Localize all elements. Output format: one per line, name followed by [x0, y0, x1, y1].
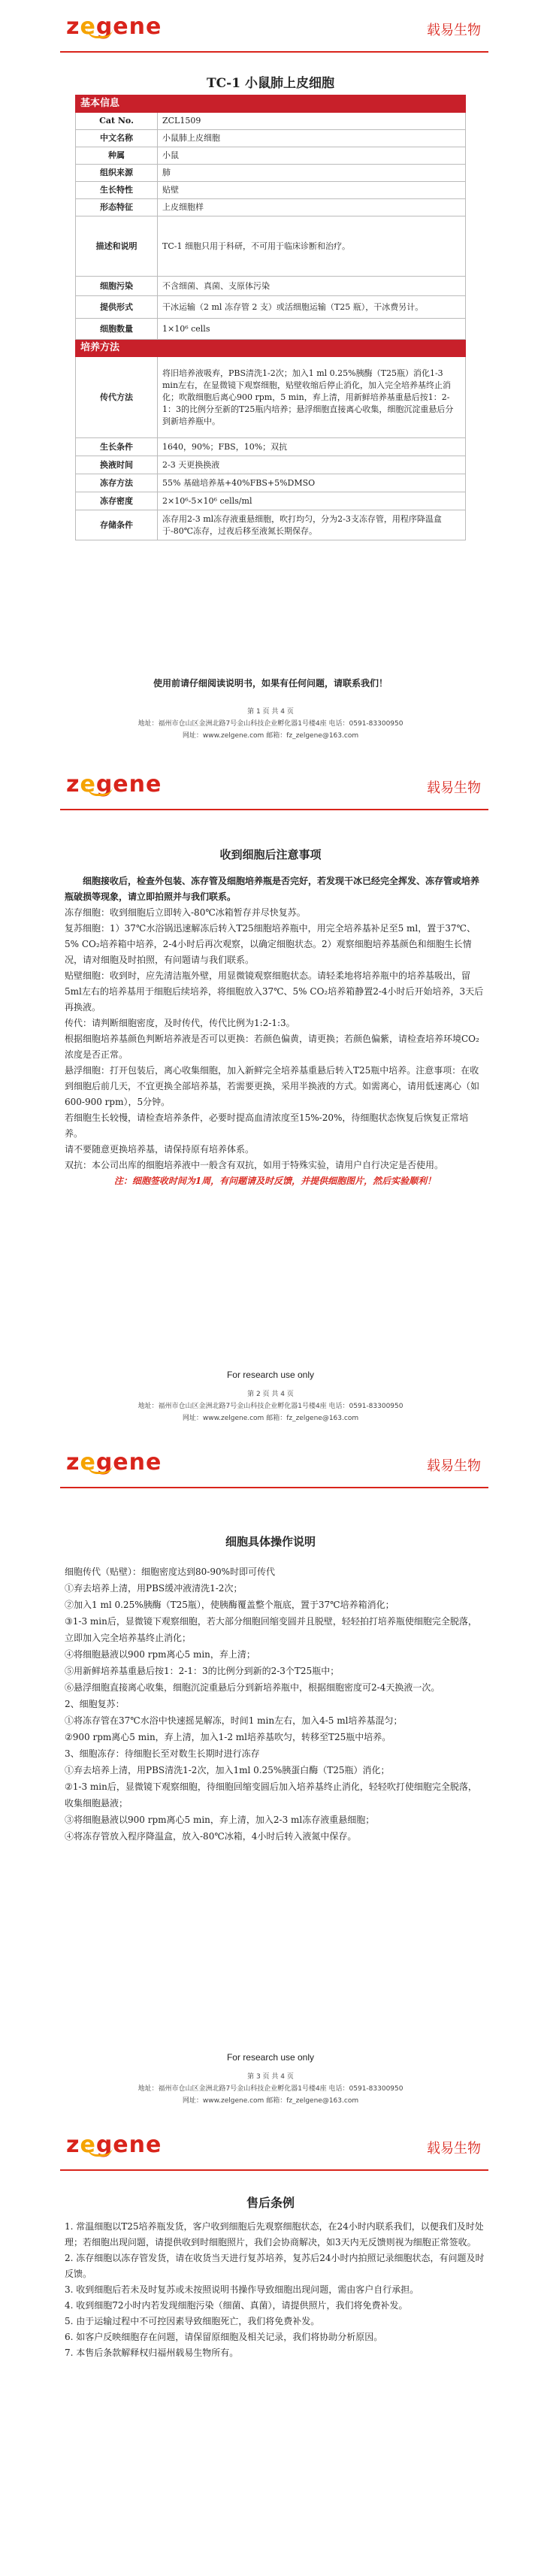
- page2-body: [65, 873, 485, 1189]
- policy-line: 2. 冻存细胞以冻存管发货，请在收货当天进行复苏培养，复苏后24小时内拍照记录细胞状态，有问题及时反馈。: [65, 2253, 485, 2279]
- op-line: ③1-3 min后，显微镜下观察细胞，若大部分细胞回缩变圆并且脱壁，轻轻拍打培养瓶使细胞完全脱落，立即加入完全培养基终止消化；: [65, 1616, 477, 1643]
- page2-header: [0, 758, 541, 810]
- policy-line: 5. 由于运输过程中不可控因素导致细胞死亡，我们将免费补发。: [65, 2316, 320, 2326]
- page2-number: 第 2 页 共 4 页: [247, 1391, 294, 1398]
- warning-line: 注：细胞签收时间为1周，有问题请及时反馈，并提供细胞图片，然后实验顺利！: [113, 1176, 437, 1186]
- intro-paragraph: 细胞接收后，检查外包装、冻存管及细胞培养瓶是否完好，若发现干冰已经完全挥发、冻存管或培养瓶破损等现象，请立即拍照并与我们联系。: [65, 876, 480, 902]
- research-use-label: For research use only: [226, 1370, 315, 1380]
- note-item: 若细胞生长较慢，请检查培养条件，必要时提高血清浓度至15%-20%，待细胞状态恢复后恢复正常培养。: [65, 1112, 469, 1139]
- page2-title: 收到细胞后注意事项: [219, 848, 322, 861]
- brand-name: 载易生物: [427, 780, 481, 796]
- op-line: ④将冻存管放入程序降温盒，放入-80℃冰箱，4小时后转入液氮中保存。: [65, 1831, 357, 1842]
- op-line: 3、细胞冻存：待细胞长至对数生长期时进行冻存: [65, 1748, 260, 1759]
- note-item: 冻存细胞：收到细胞后立即转入-80℃冰箱暂存并尽快复苏。: [65, 907, 306, 918]
- page-title: TC-1 小鼠肺上皮细胞: [207, 76, 334, 91]
- header-divider: [60, 2169, 488, 2171]
- brand-name: 载易生物: [427, 23, 481, 38]
- page3-body: [65, 1563, 485, 1845]
- op-line: ⑤用新鲜培养基重悬后按1：2-1：3的比例分到新的2-3个T25瓶中；: [65, 1666, 340, 1676]
- section-culture: 培养方法: [76, 340, 466, 357]
- policy-line: 6. 如客户反映细胞存在问题，请保留原细胞及相关记录，我们将协助分析原因。: [65, 2332, 383, 2342]
- zelgene-logo: zegene: [66, 1449, 162, 1476]
- page3-header: [0, 1436, 541, 1488]
- page2-address: 地址：福州市仓山区金洲北路7号金山科技企业孵化器1号楼4座 电话：0591-83300950: [138, 1403, 403, 1410]
- op-line: ②900 rpm离心5 min，弃上清，加入1-2 ml培养基吹匀，转移至T25瓶中培养。: [65, 1732, 391, 1742]
- op-line: ②加入1 ml 0.25%胰酶（T25瓶），使胰酶覆盖整个瓶底，置于37℃培养箱消化；: [65, 1600, 394, 1610]
- op-line: ④将细胞悬液以900 rpm离心5 min，弃上清；: [65, 1649, 255, 1660]
- zelgene-logo: zegene: [66, 771, 162, 798]
- op-line: 2、细胞复苏：: [65, 1699, 125, 1709]
- page4-title: 售后条例: [246, 2196, 295, 2210]
- research-use-label: For research use only: [226, 2052, 315, 2063]
- notice-text: 使用前请仔细阅读说明书，如果有任何问题，请联系我们！: [153, 678, 388, 689]
- op-line: ②1-3 min后，显微镜下观察细胞，待细胞回缩变圆后加入培养基终止消化，轻轻吹打使细胞完全脱落，收集细胞悬液；: [65, 1781, 477, 1809]
- policy-line: 4. 收到细胞72小时内若发现细胞污染（细菌、真菌），请提供照片，我们将免费补发。: [65, 2300, 408, 2311]
- page1-web: 网址：www.zelgene.com 邮箱：fz_zelgene@163.com: [182, 732, 359, 740]
- page3-address: 地址：福州市仓山区金洲北路7号金山科技企业孵化器1号楼4座 电话：0591-83300950: [138, 2085, 403, 2093]
- op-line: ①将冻存管在37℃水浴中快速摇晃解冻，时间1 min左右，加入4-5 ml培养基混匀；: [65, 1715, 403, 1726]
- page1-number: 第 1 页 共 4 页: [247, 708, 294, 716]
- policy-line: 3. 收到细胞后若未及时复苏或未按照说明书操作导致细胞出现问题，需由客户自行承担。: [65, 2284, 419, 2295]
- header-divider: [60, 51, 488, 53]
- note-item: 传代：请判断细胞密度，及时传代，传代比例为1:2-1:3。: [65, 1018, 295, 1028]
- op-line: ①弃去培养上清，用PBS缓冲液清洗1-2次；: [65, 1583, 243, 1594]
- op-line: 细胞传代（贴壁）：细胞密度达到80-90%时即可传代: [65, 1566, 275, 1577]
- policy-line: 1. 常温细胞以T25培养瓶发货，客户收到细胞后先观察细胞状态，在24小时内联系我们，以便我们及时处理；若细胞出现问题，请提供收到时细胞照片，我们会协商解决，如3天内无反馈则视为细胞正常签收。: [65, 2221, 484, 2248]
- note-item: 贴壁细胞：收到时，应先清洁瓶外壁，用显微镜观察细胞状态。请轻柔地将培养瓶中的培养基吸出，留5ml左右的培养基用于细胞后续培养，将细胞放入37℃、5% CO₂培养箱静置2-4小时后开始培养，3天后再换液。: [65, 970, 484, 1013]
- note-item: 根据细胞培养基颜色判断培养液是否可以更换：若颜色偏黄，请更换；若颜色偏紫，请检查培养环境CO₂浓度是否正常。: [65, 1034, 479, 1060]
- op-line: ①弃去培养上清，用PBS清洗1-2次，加入1ml 0.25%胰蛋白酶（T25瓶）消化；: [65, 1765, 390, 1775]
- page1-header: [0, 0, 541, 53]
- page2-web: 网址：www.zelgene.com 邮箱：fz_zelgene@163.com: [182, 1415, 359, 1422]
- zelgene-logo: zegene: [66, 2132, 162, 2158]
- spec-table: 基本信息 Cat No. ZCL1509 中文名称 小鼠肺上皮细胞 种属 小鼠 组织来源 肺 生长特性 贴壁 形态特征 上皮细胞样 描述和说明 TC-1 细胞只用于科研，不可用于临床诊断和治疗。 细胞污染 不含细菌、真菌、支原体污染 提供形式 干冰运输（2 ml 冻存管 2 支）或活细胞运输（T25 瓶），干冰费另计。 细胞数量 1×10⁶ cells 培养方法 传代方法 将旧培养液吸弃，PBS清洗1-2次；加入1 ml 0.25%胰酶（T25瓶）消化1-3 min左右，在显微镜下观察细胞，贴壁收缩后停止消化，加入完全培养基终止消化；吹散细胞后离心900 rpm，5 min，弃上清，用新鲜培养基重悬后按1：2-1：3的比例分至新的T25瓶内培养；悬浮细胞直接离心收集，细胞沉淀重悬后分到新培养瓶中。 生长条件 1640，90%；FBS，10%；双抗 换液时间 2-3 天更换换液 冻存方法 55% 基础培养基+40%FBS+5%DMSO 冻存密度 2×10⁶-5×10⁶ cells/ml 存储条件 冻存用2-3 ml冻存液重悬细胞，吹打均匀，分为2-3支冻存管，用程序降温盒于-80℃冻存，过夜后移至液氮长期保存。: [75, 95, 466, 540]
- header-divider: [60, 1487, 488, 1488]
- policy-line: 7. 本售后条款解释权归福州载易生物所有。: [65, 2347, 239, 2358]
- note-item: 复苏细胞：1）37℃水浴锅迅速解冻后转入T25细胞培养瓶中，用完全培养基补足至5 ml，置于37℃、5% CO₂培养箱中培养，2-4小时后再次观察，以确定细胞状态。2）观察细胞培养基颜色和细胞生长情况，请对细胞及时拍照，有问题请与我们联系。: [65, 923, 476, 965]
- note-item: 悬浮细胞：打开包装后，离心收集细胞，加入新鲜完全培养基重悬后转入T25瓶中培养。注意事项：在收到细胞后前几天，不宜更换全部培养基，若需要更换，采用半换液的方式。如需离心，请用低速离心（如600-900 rpm），5分钟。: [65, 1065, 480, 1107]
- page4-header: [0, 2118, 541, 2171]
- brand-name: 载易生物: [427, 2141, 481, 2157]
- op-line: ⑥悬浮细胞直接离心收集，细胞沉淀重悬后分到新培养瓶中，根据细胞密度可2-4天换液一次。: [65, 1682, 440, 1693]
- note-item: 双抗：本公司出库的细胞培养液中一般含有双抗，如用于特殊实验，请用户自行决定是否使用。: [65, 1160, 444, 1170]
- note-item: 请不要随意更换培养基，请保持原有培养体系。: [65, 1144, 255, 1155]
- zelgene-logo: zegene: [66, 14, 162, 40]
- brand-name: 载易生物: [427, 1458, 481, 1474]
- op-line: ③将细胞悬液以900 rpm离心5 min，弃上清，加入2-3 ml冻存液重悬细胞；: [65, 1815, 375, 1825]
- section-basic: 基本信息: [76, 95, 466, 113]
- page3-title: 细胞具体操作说明: [225, 1535, 316, 1548]
- page1-address: 地址：福州市仓山区金洲北路7号金山科技企业孵化器1号楼4座 电话：0591-83300950: [138, 720, 403, 728]
- page3-web: 网址：www.zelgene.com 邮箱：fz_zelgene@163.com: [182, 2097, 359, 2105]
- header-divider: [60, 809, 488, 810]
- page3-number: 第 3 页 共 4 页: [247, 2073, 294, 2081]
- page4-body: [65, 2219, 485, 2361]
